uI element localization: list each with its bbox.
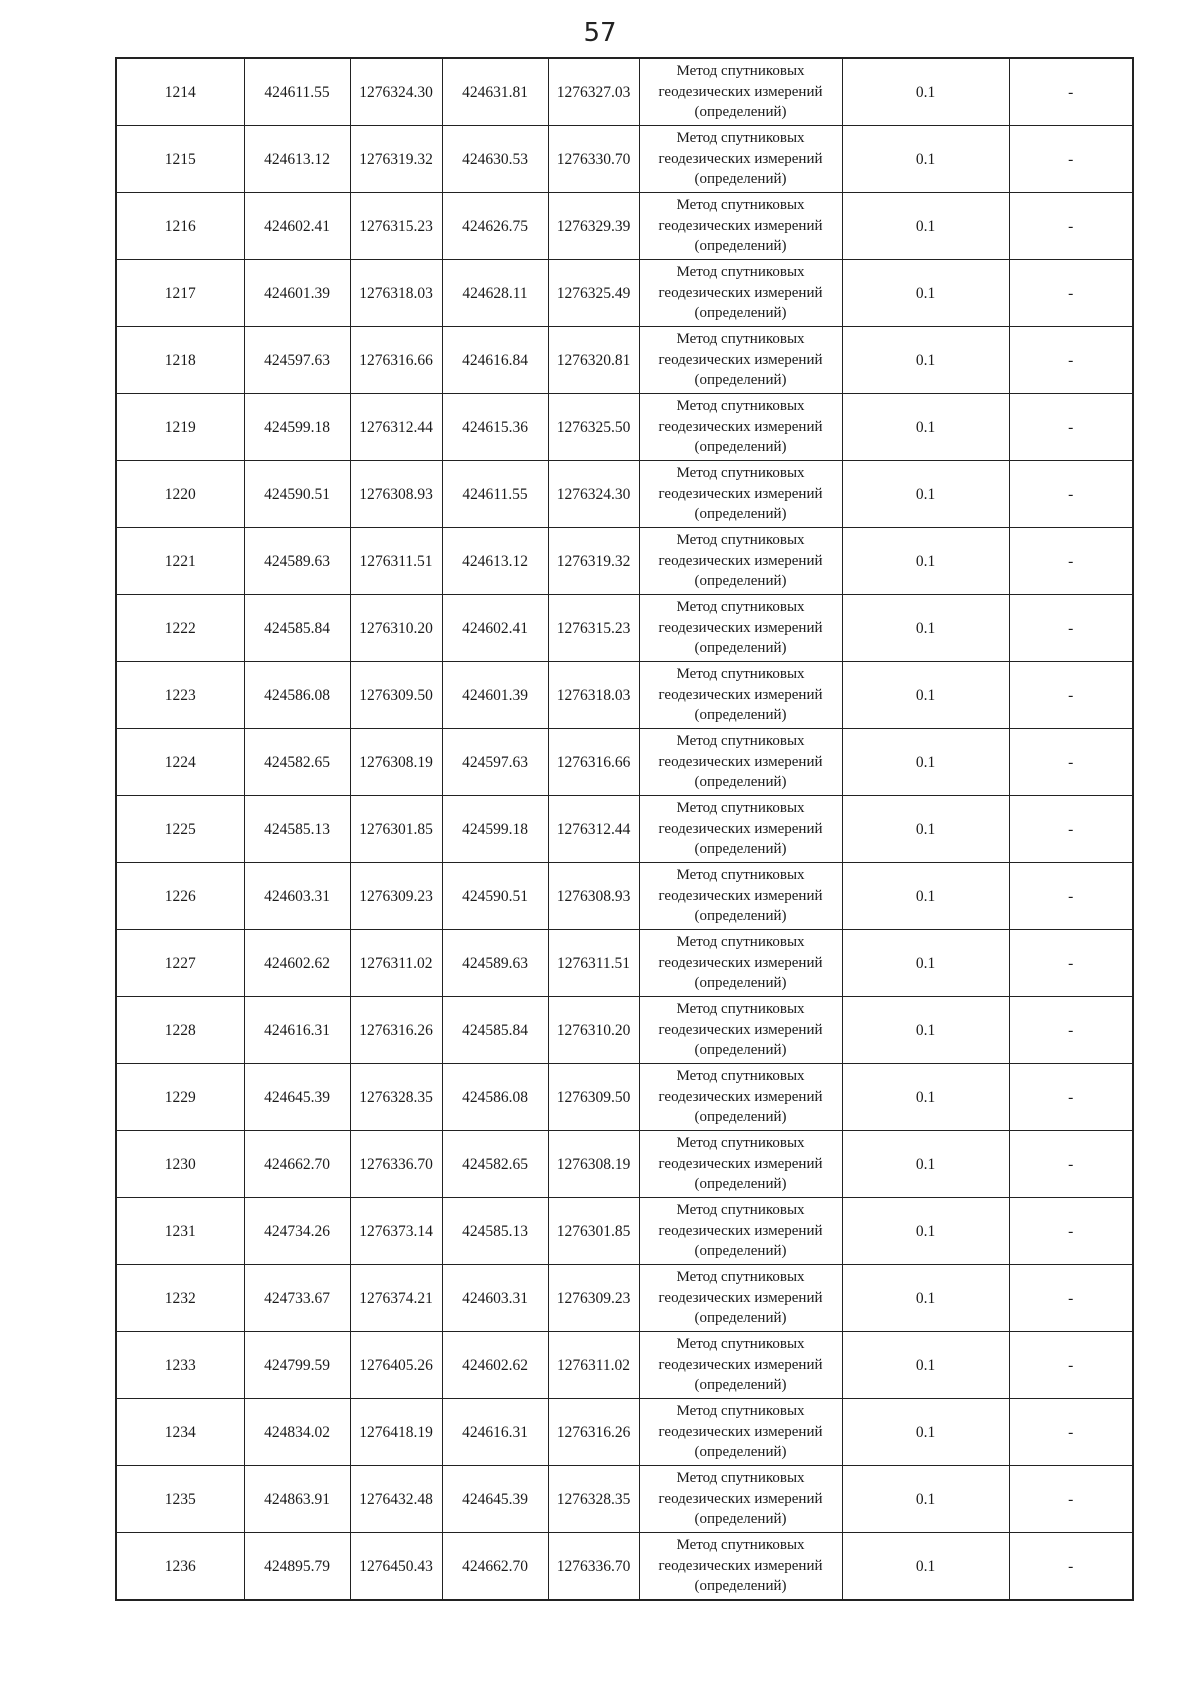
note-cell: - — [1009, 126, 1133, 193]
x-new-cell: 424585.13 — [442, 1198, 548, 1265]
note-cell: - — [1009, 1131, 1133, 1198]
accuracy-cell: 0.1 — [842, 930, 1009, 997]
x-old-cell: 424602.41 — [244, 193, 350, 260]
x-old-cell: 424601.39 — [244, 260, 350, 327]
table-row — [116, 997, 1133, 1064]
x-old-cell: 424590.51 — [244, 461, 350, 528]
point-number-cell: 1232 — [116, 1265, 244, 1332]
x-new-cell: 424601.39 — [442, 662, 548, 729]
y-old-cell: 1276309.50 — [350, 662, 442, 729]
accuracy-cell: 0.1 — [842, 1198, 1009, 1265]
y-new-cell: 1276301.85 — [548, 1198, 639, 1265]
x-old-cell: 424734.26 — [244, 1198, 350, 1265]
table-row — [116, 1533, 1133, 1601]
y-new-cell: 1276316.66 — [548, 729, 639, 796]
x-new-cell: 424590.51 — [442, 863, 548, 930]
y-old-cell: 1276301.85 — [350, 796, 442, 863]
x-old-cell: 424799.59 — [244, 1332, 350, 1399]
point-number-cell: 1226 — [116, 863, 244, 930]
x-old-cell: 424599.18 — [244, 394, 350, 461]
point-number-cell: 1236 — [116, 1533, 244, 1601]
table-row — [116, 1131, 1133, 1198]
point-number-cell: 1221 — [116, 528, 244, 595]
point-number-cell: 1233 — [116, 1332, 244, 1399]
method-cell: Метод спутниковых геодезических измерений (определений) — [639, 595, 842, 662]
accuracy-cell: 0.1 — [842, 997, 1009, 1064]
method-cell: Метод спутниковых геодезических измерений (определений) — [639, 930, 842, 997]
method-cell: Метод спутниковых геодезических измерений (определений) — [639, 1332, 842, 1399]
point-number-cell: 1230 — [116, 1131, 244, 1198]
x-new-cell: 424645.39 — [442, 1466, 548, 1533]
note-cell: - — [1009, 729, 1133, 796]
table-row — [116, 1198, 1133, 1265]
x-old-cell: 424834.02 — [244, 1399, 350, 1466]
table-row — [116, 193, 1133, 260]
y-new-cell: 1276330.70 — [548, 126, 639, 193]
note-cell: - — [1009, 461, 1133, 528]
x-new-cell: 424603.31 — [442, 1265, 548, 1332]
x-old-cell: 424602.62 — [244, 930, 350, 997]
y-old-cell: 1276418.19 — [350, 1399, 442, 1466]
x-old-cell: 424585.84 — [244, 595, 350, 662]
accuracy-cell: 0.1 — [842, 394, 1009, 461]
point-number-cell: 1218 — [116, 327, 244, 394]
table-row — [116, 863, 1133, 930]
note-cell: - — [1009, 1399, 1133, 1466]
table-row — [116, 126, 1133, 193]
y-old-cell: 1276450.43 — [350, 1533, 442, 1601]
x-new-cell: 424611.55 — [442, 461, 548, 528]
point-number-cell: 1234 — [116, 1399, 244, 1466]
accuracy-cell: 0.1 — [842, 729, 1009, 796]
y-new-cell: 1276336.70 — [548, 1533, 639, 1601]
point-number-cell: 1217 — [116, 260, 244, 327]
y-new-cell: 1276319.32 — [548, 528, 639, 595]
x-new-cell: 424582.65 — [442, 1131, 548, 1198]
page-number: 57 — [583, 18, 617, 48]
note-cell: - — [1009, 796, 1133, 863]
accuracy-cell: 0.1 — [842, 595, 1009, 662]
x-new-cell: 424599.18 — [442, 796, 548, 863]
accuracy-cell: 0.1 — [842, 796, 1009, 863]
method-cell: Метод спутниковых геодезических измерений (определений) — [639, 528, 842, 595]
table-row — [116, 796, 1133, 863]
x-old-cell: 424582.65 — [244, 729, 350, 796]
table-row — [116, 1332, 1133, 1399]
table-row — [116, 1265, 1133, 1332]
note-cell: - — [1009, 1265, 1133, 1332]
point-number-cell: 1216 — [116, 193, 244, 260]
accuracy-cell: 0.1 — [842, 1064, 1009, 1131]
x-old-cell: 424645.39 — [244, 1064, 350, 1131]
method-cell: Метод спутниковых геодезических измерений (определений) — [639, 1399, 842, 1466]
x-new-cell: 424586.08 — [442, 1064, 548, 1131]
accuracy-cell: 0.1 — [842, 1399, 1009, 1466]
y-new-cell: 1276324.30 — [548, 461, 639, 528]
note-cell: - — [1009, 1064, 1133, 1131]
note-cell: - — [1009, 1533, 1133, 1601]
y-old-cell: 1276311.02 — [350, 930, 442, 997]
accuracy-cell: 0.1 — [842, 327, 1009, 394]
y-new-cell: 1276327.03 — [548, 58, 639, 126]
method-cell: Метод спутниковых геодезических измерений (определений) — [639, 796, 842, 863]
point-number-cell: 1235 — [116, 1466, 244, 1533]
y-old-cell: 1276308.19 — [350, 729, 442, 796]
x-old-cell: 424733.67 — [244, 1265, 350, 1332]
x-new-cell: 424626.75 — [442, 193, 548, 260]
note-cell: - — [1009, 863, 1133, 930]
accuracy-cell: 0.1 — [842, 1332, 1009, 1399]
table-row — [116, 327, 1133, 394]
x-old-cell: 424589.63 — [244, 528, 350, 595]
note-cell: - — [1009, 1466, 1133, 1533]
x-old-cell: 424895.79 — [244, 1533, 350, 1601]
point-number-cell: 1229 — [116, 1064, 244, 1131]
x-new-cell: 424662.70 — [442, 1533, 548, 1601]
accuracy-cell: 0.1 — [842, 1265, 1009, 1332]
table-row — [116, 1399, 1133, 1466]
note-cell: - — [1009, 997, 1133, 1064]
y-old-cell: 1276308.93 — [350, 461, 442, 528]
accuracy-cell: 0.1 — [842, 193, 1009, 260]
x-new-cell: 424597.63 — [442, 729, 548, 796]
coordinates-table — [115, 57, 1134, 1601]
x-new-cell: 424589.63 — [442, 930, 548, 997]
y-new-cell: 1276328.35 — [548, 1466, 639, 1533]
method-cell: Метод спутниковых геодезических измерений (определений) — [639, 58, 842, 126]
x-old-cell: 424611.55 — [244, 58, 350, 126]
x-old-cell: 424616.31 — [244, 997, 350, 1064]
accuracy-cell: 0.1 — [842, 662, 1009, 729]
y-new-cell: 1276329.39 — [548, 193, 639, 260]
y-new-cell: 1276309.23 — [548, 1265, 639, 1332]
accuracy-cell: 0.1 — [842, 461, 1009, 528]
x-new-cell: 424630.53 — [442, 126, 548, 193]
method-cell: Метод спутниковых геодезических измерений (определений) — [639, 1064, 842, 1131]
y-new-cell: 1276308.19 — [548, 1131, 639, 1198]
method-cell: Метод спутниковых геодезических измерений (определений) — [639, 997, 842, 1064]
accuracy-cell: 0.1 — [842, 1131, 1009, 1198]
y-new-cell: 1276310.20 — [548, 997, 639, 1064]
y-old-cell: 1276310.20 — [350, 595, 442, 662]
method-cell: Метод спутниковых геодезических измерений (определений) — [639, 327, 842, 394]
method-cell: Метод спутниковых геодезических измерений (определений) — [639, 729, 842, 796]
y-old-cell: 1276336.70 — [350, 1131, 442, 1198]
table-row — [116, 729, 1133, 796]
x-new-cell: 424616.31 — [442, 1399, 548, 1466]
y-old-cell: 1276328.35 — [350, 1064, 442, 1131]
note-cell: - — [1009, 327, 1133, 394]
y-old-cell: 1276324.30 — [350, 58, 442, 126]
y-old-cell: 1276316.66 — [350, 327, 442, 394]
y-old-cell: 1276311.51 — [350, 528, 442, 595]
table-row — [116, 662, 1133, 729]
y-old-cell: 1276315.23 — [350, 193, 442, 260]
y-new-cell: 1276325.49 — [548, 260, 639, 327]
y-new-cell: 1276308.93 — [548, 863, 639, 930]
note-cell: - — [1009, 930, 1133, 997]
note-cell: - — [1009, 260, 1133, 327]
table-row — [116, 394, 1133, 461]
point-number-cell: 1224 — [116, 729, 244, 796]
note-cell: - — [1009, 58, 1133, 126]
method-cell: Метод спутниковых геодезических измерений (определений) — [639, 461, 842, 528]
table-row — [116, 595, 1133, 662]
accuracy-cell: 0.1 — [842, 528, 1009, 595]
accuracy-cell: 0.1 — [842, 1466, 1009, 1533]
point-number-cell: 1220 — [116, 461, 244, 528]
table-row — [116, 260, 1133, 327]
note-cell: - — [1009, 193, 1133, 260]
accuracy-cell: 0.1 — [842, 863, 1009, 930]
method-cell: Метод спутниковых геодезических измерений (определений) — [639, 1198, 842, 1265]
x-new-cell: 424585.84 — [442, 997, 548, 1064]
point-number-cell: 1222 — [116, 595, 244, 662]
accuracy-cell: 0.1 — [842, 126, 1009, 193]
x-old-cell: 424613.12 — [244, 126, 350, 193]
method-cell: Метод спутниковых геодезических измерений (определений) — [639, 863, 842, 930]
point-number-cell: 1227 — [116, 930, 244, 997]
x-old-cell: 424603.31 — [244, 863, 350, 930]
y-old-cell: 1276373.14 — [350, 1198, 442, 1265]
table-row — [116, 1466, 1133, 1533]
note-cell: - — [1009, 394, 1133, 461]
note-cell: - — [1009, 595, 1133, 662]
note-cell: - — [1009, 528, 1133, 595]
point-number-cell: 1231 — [116, 1198, 244, 1265]
table-row — [116, 58, 1133, 126]
y-old-cell: 1276309.23 — [350, 863, 442, 930]
point-number-cell: 1228 — [116, 997, 244, 1064]
note-cell: - — [1009, 1332, 1133, 1399]
method-cell: Метод спутниковых геодезических измерений (определений) — [639, 260, 842, 327]
x-old-cell: 424586.08 — [244, 662, 350, 729]
point-number-cell: 1219 — [116, 394, 244, 461]
x-new-cell: 424615.36 — [442, 394, 548, 461]
note-cell: - — [1009, 1198, 1133, 1265]
y-new-cell: 1276320.81 — [548, 327, 639, 394]
y-old-cell: 1276312.44 — [350, 394, 442, 461]
y-new-cell: 1276316.26 — [548, 1399, 639, 1466]
method-cell: Метод спутниковых геодезических измерений (определений) — [639, 1466, 842, 1533]
y-old-cell: 1276318.03 — [350, 260, 442, 327]
y-old-cell: 1276405.26 — [350, 1332, 442, 1399]
x-new-cell: 424602.41 — [442, 595, 548, 662]
method-cell: Метод спутниковых геодезических измерений (определений) — [639, 1533, 842, 1601]
method-cell: Метод спутниковых геодезических измерений (определений) — [639, 126, 842, 193]
y-old-cell: 1276432.48 — [350, 1466, 442, 1533]
x-new-cell: 424616.84 — [442, 327, 548, 394]
y-old-cell: 1276319.32 — [350, 126, 442, 193]
x-old-cell: 424585.13 — [244, 796, 350, 863]
x-new-cell: 424628.11 — [442, 260, 548, 327]
method-cell: Метод спутниковых геодезических измерений (определений) — [639, 1265, 842, 1332]
table-row — [116, 1064, 1133, 1131]
method-cell: Метод спутниковых геодезических измерений (определений) — [639, 394, 842, 461]
table-body — [116, 58, 1133, 1600]
y-old-cell: 1276374.21 — [350, 1265, 442, 1332]
y-old-cell: 1276316.26 — [350, 997, 442, 1064]
point-number-cell: 1225 — [116, 796, 244, 863]
accuracy-cell: 0.1 — [842, 58, 1009, 126]
x-new-cell: 424613.12 — [442, 528, 548, 595]
table-row — [116, 461, 1133, 528]
table-row — [116, 930, 1133, 997]
method-cell: Метод спутниковых геодезических измерений (определений) — [639, 193, 842, 260]
method-cell: Метод спутниковых геодезических измерений (определений) — [639, 662, 842, 729]
x-old-cell: 424863.91 — [244, 1466, 350, 1533]
point-number-cell: 1223 — [116, 662, 244, 729]
accuracy-cell: 0.1 — [842, 260, 1009, 327]
note-cell: - — [1009, 662, 1133, 729]
method-cell: Метод спутниковых геодезических измерений (определений) — [639, 1131, 842, 1198]
y-new-cell: 1276312.44 — [548, 796, 639, 863]
x-new-cell: 424602.62 — [442, 1332, 548, 1399]
y-new-cell: 1276311.51 — [548, 930, 639, 997]
y-new-cell: 1276311.02 — [548, 1332, 639, 1399]
x-old-cell: 424662.70 — [244, 1131, 350, 1198]
x-old-cell: 424597.63 — [244, 327, 350, 394]
y-new-cell: 1276315.23 — [548, 595, 639, 662]
accuracy-cell: 0.1 — [842, 1533, 1009, 1601]
x-new-cell: 424631.81 — [442, 58, 548, 126]
y-new-cell: 1276309.50 — [548, 1064, 639, 1131]
y-new-cell: 1276318.03 — [548, 662, 639, 729]
table-row — [116, 528, 1133, 595]
y-new-cell: 1276325.50 — [548, 394, 639, 461]
point-number-cell: 1215 — [116, 126, 244, 193]
point-number-cell: 1214 — [116, 58, 244, 126]
